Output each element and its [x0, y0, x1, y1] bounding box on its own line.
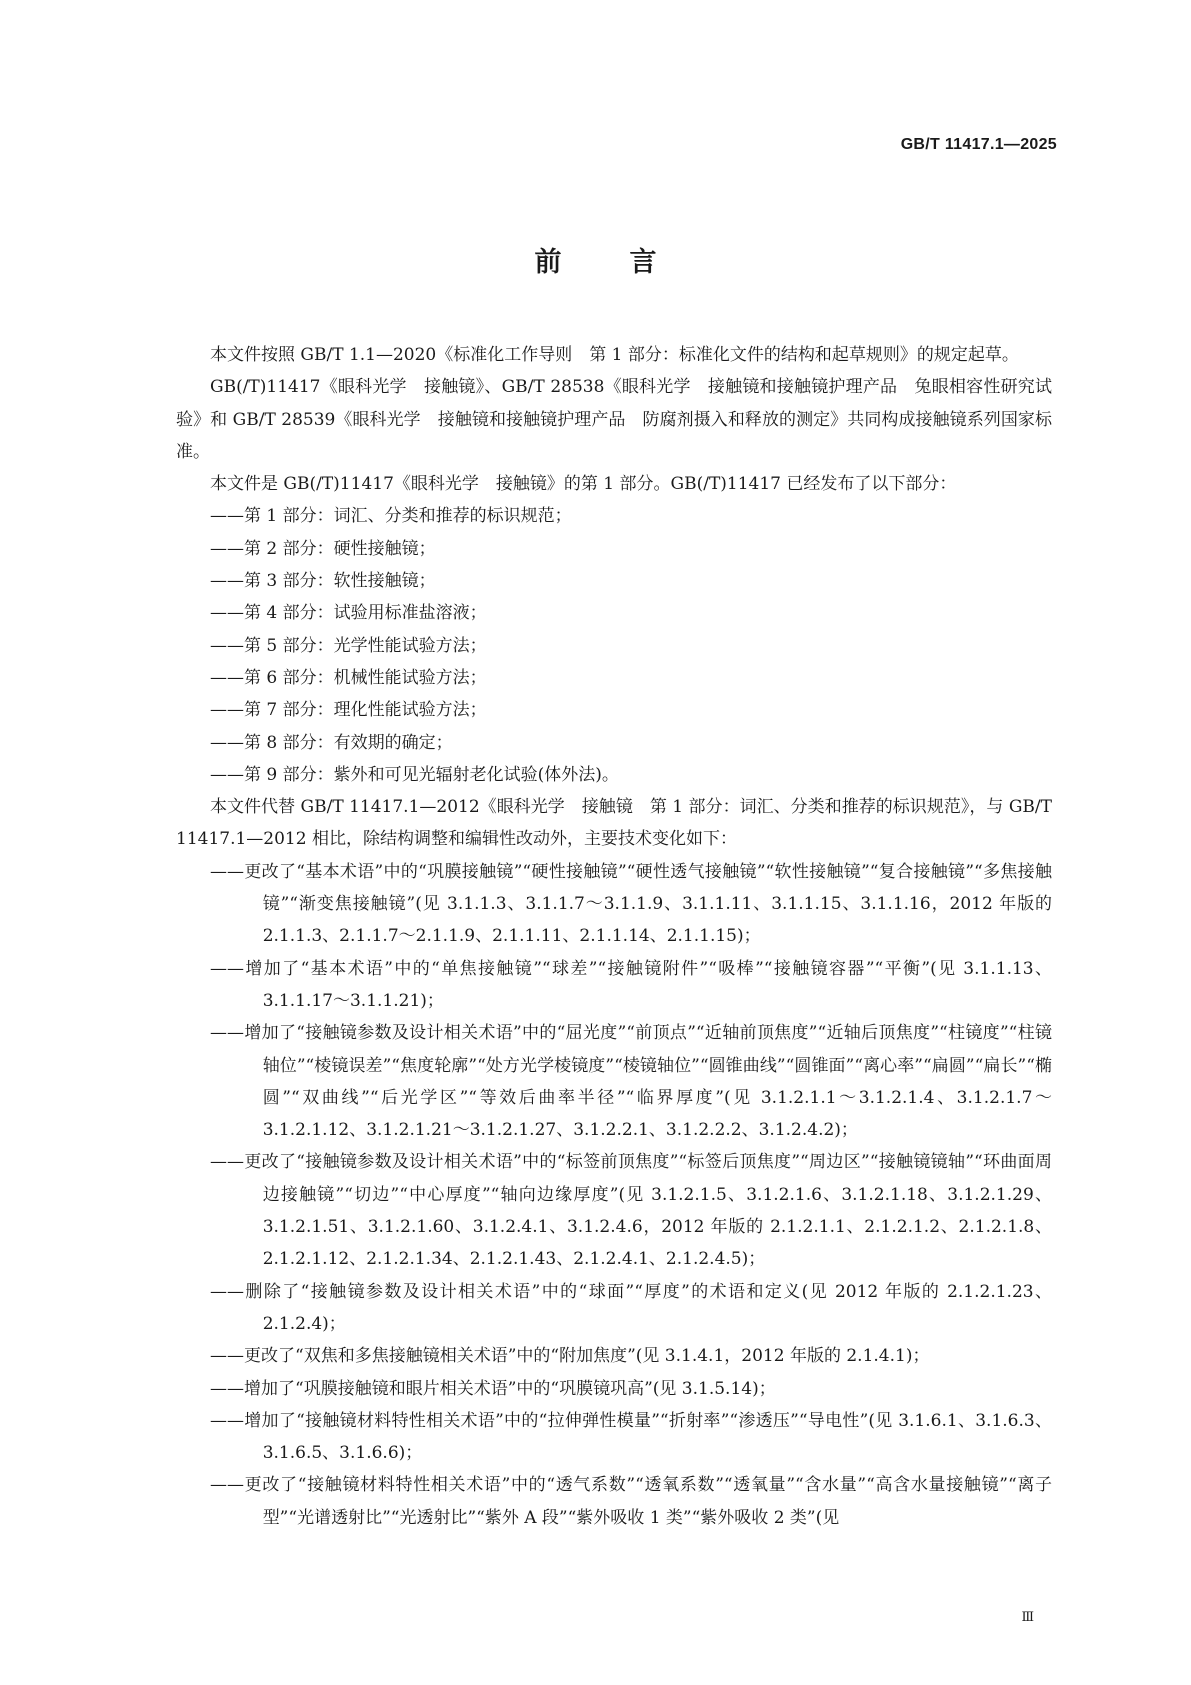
list-item-change-8: ——增加了“接触镜材料特性相关术语”中的“拉伸弹性模量”“折射率”“渗透压”“导电性”(见 3.1.6.1、3.1.6.3、3.1.6.5、3.1.6.6)；: [210, 1410, 1052, 1464]
paragraph-series-standards: GB(/T)11417《眼科光学 接触镜》、GB/T 28538《眼科光学 接触镜和接触镜护理产品 兔眼相容性研究试验》和 GB/T 28539《眼科光学 接触镜和接触镜护理产品 防腐剂摄入和释放的测定》共同构成接触镜系列国家标准。: [176, 377, 1052, 462]
list-item-part-3: ——第 3 部分：软性接触镜；: [210, 571, 436, 592]
list-item-part-4: ——第 4 部分：试验用标准盐溶液；: [210, 603, 487, 624]
list-item-change-7: ——增加了“巩膜接触镜和眼片相关术语”中的“巩膜镜巩高”(见 3.1.5.14)；: [210, 1378, 776, 1399]
list-item-part-7: ——第 7 部分：理化性能试验方法；: [210, 700, 487, 721]
list-item-change-6: ——更改了“双焦和多焦接触镜相关术语”中的“附加焦度”(见 3.1.4.1，2012 年版的 2.1.4.1)；: [210, 1346, 930, 1367]
list-item-part-5: ——第 5 部分：光学性能试验方法；: [210, 635, 487, 656]
page-title: 前言: [534, 247, 725, 278]
list-item-change-4: ——更改了“接触镜参数及设计相关术语”中的“标签前顶焦度”“标签后顶焦度”“周边区”“接触镜镜轴”“环曲面周边接触镜”“切边”“中心厚度”“轴向边缘厚度”(见 3.1.2.1.5、3.1.2.1.6、3.1.2.1.18、3.1.2.1.29、3.1.2.1.51、3.1.2.1.60、3.1.2.4.1、3.1.2.4.6，2012 年版的 2.1.2.1.1、2.1.2.1.2、2.1.2.1.8、2.1.2.1.12、2.1.2.1.34、2.1.2.1.43、2.1.2.4.1、2.1.2.4.5)；: [210, 1152, 1052, 1270]
paragraph-drafting-rules: 本文件按照 GB/T 1.1—2020《标准化工作导则 第 1 部分：标准化文件的结构和起草规则》的规定起草。: [210, 345, 1019, 365]
list-item-change-9: ——更改了“接触镜材料特性相关术语”中的“透气系数”“透氧系数”“透氧量”“含水量”“高含水量接触镜”“离子型”“光谱透射比”“光透射比”“紫外 A 段”“紫外吸收 1 类”“紫外吸收 2 类”(见: [210, 1475, 1052, 1528]
list-item-change-2: ——增加了“基本术语”中的“单焦接触镜”“球差”“接触镜附件”“吸棒”“接触镜容器”“平衡”(见 3.1.1.13、3.1.1.17～3.1.1.21)；: [210, 958, 1052, 1011]
list-item-part-9: ——第 9 部分：紫外和可见光辐射老化试验(体外法)。: [210, 764, 619, 785]
list-item-part-1: ——第 1 部分：词汇、分类和推荐的标识规范；: [210, 506, 572, 527]
foreword-body: [176, 339, 1052, 1534]
list-item-change-5: ——删除了“接触镜参数及设计相关术语”中的“球面”“厚度”的术语和定义(见 2012 年版的 2.1.2.1.23、2.1.2.4)；: [210, 1281, 1052, 1334]
standard-code: GB/T 11417.1—2025: [900, 136, 1057, 153]
paragraph-part-info: 本文件是 GB(/T)11417《眼科光学 接触镜》的第 1 部分。GB(/T)11417 已经发布了以下部分：: [210, 474, 957, 495]
page-number: Ⅲ: [1021, 1610, 1034, 1625]
list-item-change-1: ——更改了“基本术语”中的“巩膜接触镜”“硬性接触镜”“硬性透气接触镜”“软性接触镜”“复合接触镜”“多焦接触镜”“渐变焦接触镜”(见 3.1.1.3、3.1.1.7～3.1.1.9、3.1.1.11、3.1.1.15、3.1.1.16，2012 年版的 2.1.1.3、2.1.1.7～2.1.1.9、2.1.1.11、2.1.1.14、2.1.1.15)；: [210, 861, 1052, 947]
list-item-change-3: ——增加了“接触镜参数及设计相关术语”中的“屈光度”“前顶点”“近轴前顶焦度”“近轴后顶焦度”“柱镜度”“柱镜轴位”“棱镜误差”“焦度轮廓”“处方光学棱镜度”“棱镜轴位”“圆锥曲线”“圆锥面”“离心率”“扁圆”“扁长”“椭圆”“双曲线”“后光学区”“等效后曲率半径”“临界厚度”(见 3.1.2.1.1～3.1.2.1.4、3.1.2.1.7～3.1.2.1.12、3.1.2.1.21～3.1.2.1.27、3.1.2.2.1、3.1.2.2.2、3.1.2.4.2)；: [210, 1023, 1052, 1141]
list-item-part-6: ——第 6 部分：机械性能试验方法；: [210, 667, 487, 688]
list-item-part-2: ——第 2 部分：硬性接触镜；: [210, 538, 436, 559]
list-item-part-8: ——第 8 部分：有效期的确定；: [210, 732, 453, 753]
paragraph-replaces: 本文件代替 GB/T 11417.1—2012《眼科光学 接触镜 第 1 部分：词汇、分类和推荐的标识规范》，与 GB/T 11417.1—2012 相比，除结构调整和编辑性改动外，主要技术变化如下：: [176, 797, 1052, 850]
